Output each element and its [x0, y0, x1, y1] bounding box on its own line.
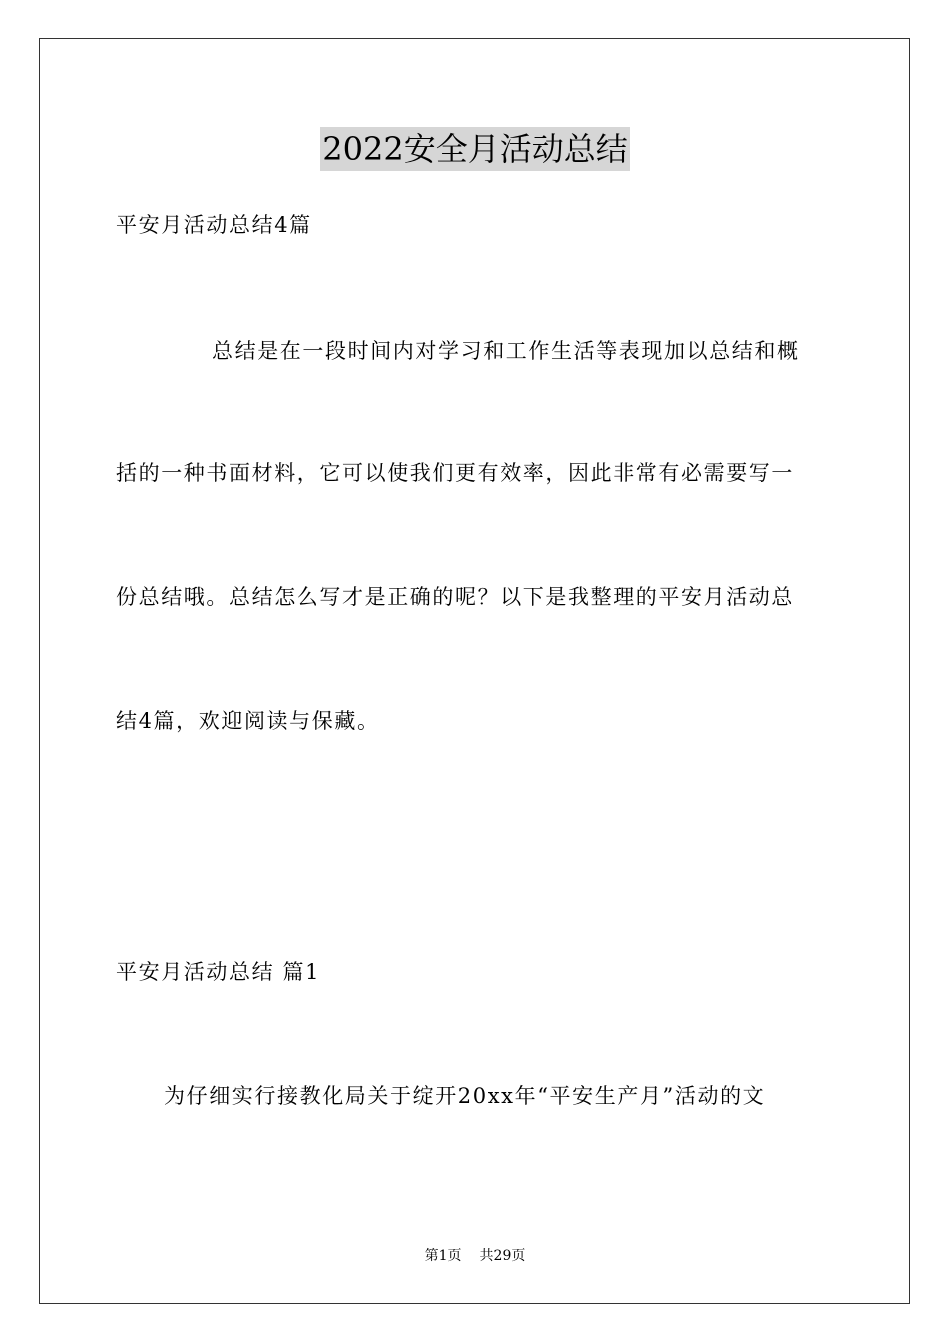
title-container [0, 127, 950, 171]
paragraph-line-4: 结4篇，欢迎阅读与保藏。 [116, 709, 380, 733]
page-number: 第1页 [424, 1248, 462, 1264]
page-total: 共29页 [479, 1248, 526, 1264]
page-footer [0, 1246, 950, 1266]
section-heading: 平安月活动总结 篇1 [116, 960, 321, 984]
document-subtitle: 平安月活动总结4篇 [116, 213, 312, 237]
paragraph-line-3: 份总结哦。总结怎么写才是正确的呢？以下是我整理的平安月活动总 [116, 585, 794, 609]
document-title: 2022安全月活动总结 [320, 127, 629, 171]
section-paragraph-line-1: 为仔细实行接教化局关于绽开20xx年“平安生产月”活动的文 [164, 1084, 766, 1108]
paragraph-line-1: 总结是在一段时间内对学习和工作生活等表现加以总结和概 [212, 339, 800, 363]
paragraph-line-2: 括的一种书面材料，它可以使我们更有效率，因此非常有必需要写一 [116, 461, 794, 485]
